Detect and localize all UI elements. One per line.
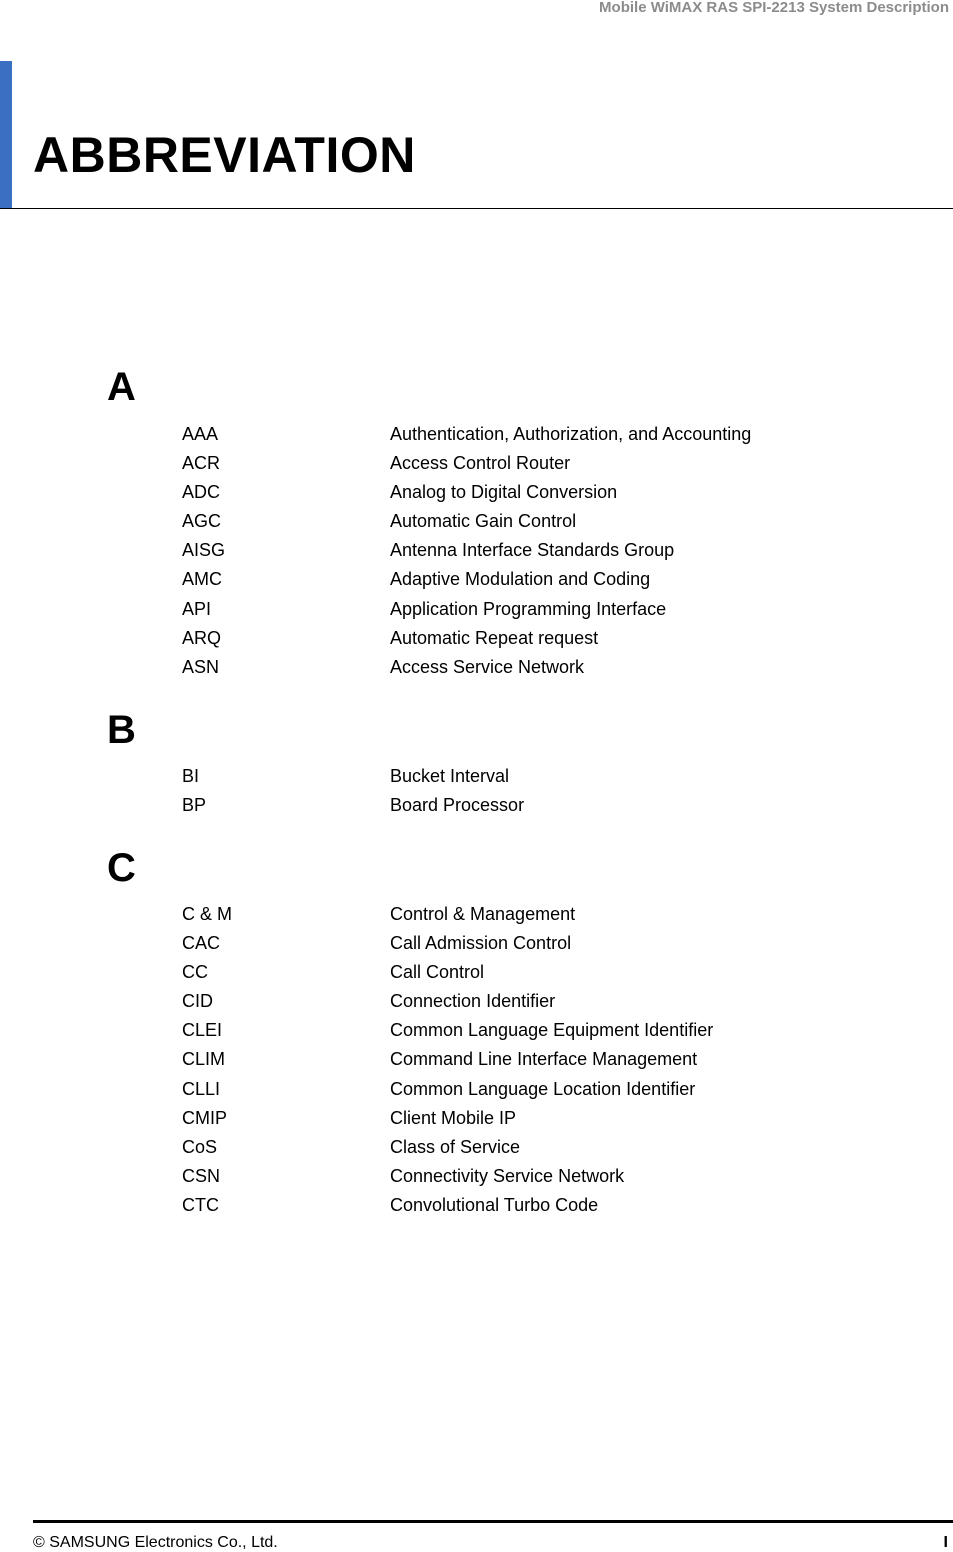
abbreviation-definition: Automatic Repeat request: [390, 628, 599, 648]
abbreviation-term: CLIM: [182, 1049, 226, 1069]
abbreviation-term: ARQ: [182, 628, 222, 648]
abbreviation-term: CSN: [182, 1166, 221, 1186]
abbreviation-entry: [182, 626, 882, 650]
abbreviation-term: CLEI: [182, 1020, 223, 1040]
abbreviation-term: ADC: [182, 482, 221, 502]
abbreviation-entry: [182, 764, 882, 788]
abbreviation-definition: Authentication, Authorization, and Accounting: [390, 424, 752, 444]
abbreviation-term: BP: [182, 795, 207, 815]
abbreviation-definition: Access Service Network: [390, 657, 585, 677]
abbreviation-entry: [182, 567, 882, 591]
abbreviation-term: CTC: [182, 1195, 219, 1215]
abbreviation-definition: Board Processor: [390, 795, 525, 815]
section-heading-c: C: [107, 846, 136, 890]
abbreviation-entry: [182, 1106, 882, 1130]
abbreviation-entry: [182, 793, 882, 817]
abbreviation-term: CAC: [182, 933, 221, 953]
abbreviation-definition: Common Language Equipment Identifier: [390, 1020, 714, 1040]
abbreviation-entry: [182, 1135, 882, 1159]
abbreviation-term: AMC: [182, 569, 222, 589]
abbreviation-definition: Client Mobile IP: [390, 1108, 517, 1128]
abbreviation-entry: [182, 1193, 882, 1217]
abbreviation-term: AISG: [182, 540, 226, 560]
abbreviation-entry: [182, 509, 882, 533]
abbreviation-definition: Application Programming Interface: [390, 599, 667, 619]
abbreviation-entry: [182, 480, 882, 504]
section-heading-a: A: [107, 365, 136, 409]
abbreviation-term: AGC: [182, 511, 222, 531]
abbreviation-definition: Call Control: [390, 962, 485, 982]
abbreviation-entry: [182, 422, 882, 446]
footer-divider: [33, 1520, 953, 1523]
abbreviation-entry: [182, 902, 882, 926]
abbreviation-definition: Common Language Location Identifier: [390, 1079, 696, 1099]
abbreviation-term: C & M: [182, 904, 233, 924]
abbreviation-term: CMIP: [182, 1108, 227, 1128]
abbreviation-entry: [182, 538, 882, 562]
page-title: ABBREVIATION: [33, 127, 416, 183]
abbreviation-term: CoS: [182, 1137, 218, 1157]
abbreviation-definition: Automatic Gain Control: [390, 511, 577, 531]
abbreviation-definition: Bucket Interval: [390, 766, 510, 786]
abbreviation-definition: Analog to Digital Conversion: [390, 482, 618, 502]
abbreviation-term: CLLI: [182, 1079, 221, 1099]
title-accent-bar: [0, 61, 12, 209]
abbreviation-entry: [182, 931, 882, 955]
page-number: I: [943, 1534, 948, 1551]
abbreviation-term: CC: [182, 962, 208, 982]
abbreviation-definition: Control & Management: [390, 904, 576, 924]
abbreviation-entry: [182, 1077, 882, 1101]
running-header: Mobile WiMAX RAS SPI-2213 System Description: [599, 0, 949, 16]
abbreviation-term: BI: [182, 766, 200, 786]
title-divider: [0, 208, 953, 209]
abbreviation-definition: Convolutional Turbo Code: [390, 1195, 599, 1215]
abbreviation-entry: [182, 960, 882, 984]
abbreviation-entry: [182, 597, 882, 621]
abbreviation-entry: [182, 655, 882, 679]
abbreviation-entry: [182, 1164, 882, 1188]
abbreviation-entry: [182, 451, 882, 475]
abbreviation-definition: Connection Identifier: [390, 991, 556, 1011]
abbreviation-term: API: [182, 599, 212, 619]
abbreviation-definition: Call Admission Control: [390, 933, 572, 953]
abbreviation-term: CID: [182, 991, 213, 1011]
abbreviation-entry: [182, 1018, 882, 1042]
abbreviation-definition: Antenna Interface Standards Group: [390, 540, 675, 560]
abbreviation-definition: Adaptive Modulation and Coding: [390, 569, 651, 589]
abbreviation-definition: Connectivity Service Network: [390, 1166, 625, 1186]
section-heading-b: B: [107, 708, 136, 752]
abbreviation-definition: Command Line Interface Management: [390, 1049, 698, 1069]
abbreviation-term: ACR: [182, 453, 221, 473]
abbreviation-definition: Access Control Router: [390, 453, 571, 473]
abbreviation-term: ASN: [182, 657, 220, 677]
abbreviation-entry: [182, 1047, 882, 1071]
abbreviation-definition: Class of Service: [390, 1137, 521, 1157]
copyright-notice: © SAMSUNG Electronics Co., Ltd.: [33, 1534, 278, 1551]
abbreviation-term: AAA: [182, 424, 219, 444]
abbreviation-entry: [182, 989, 882, 1013]
